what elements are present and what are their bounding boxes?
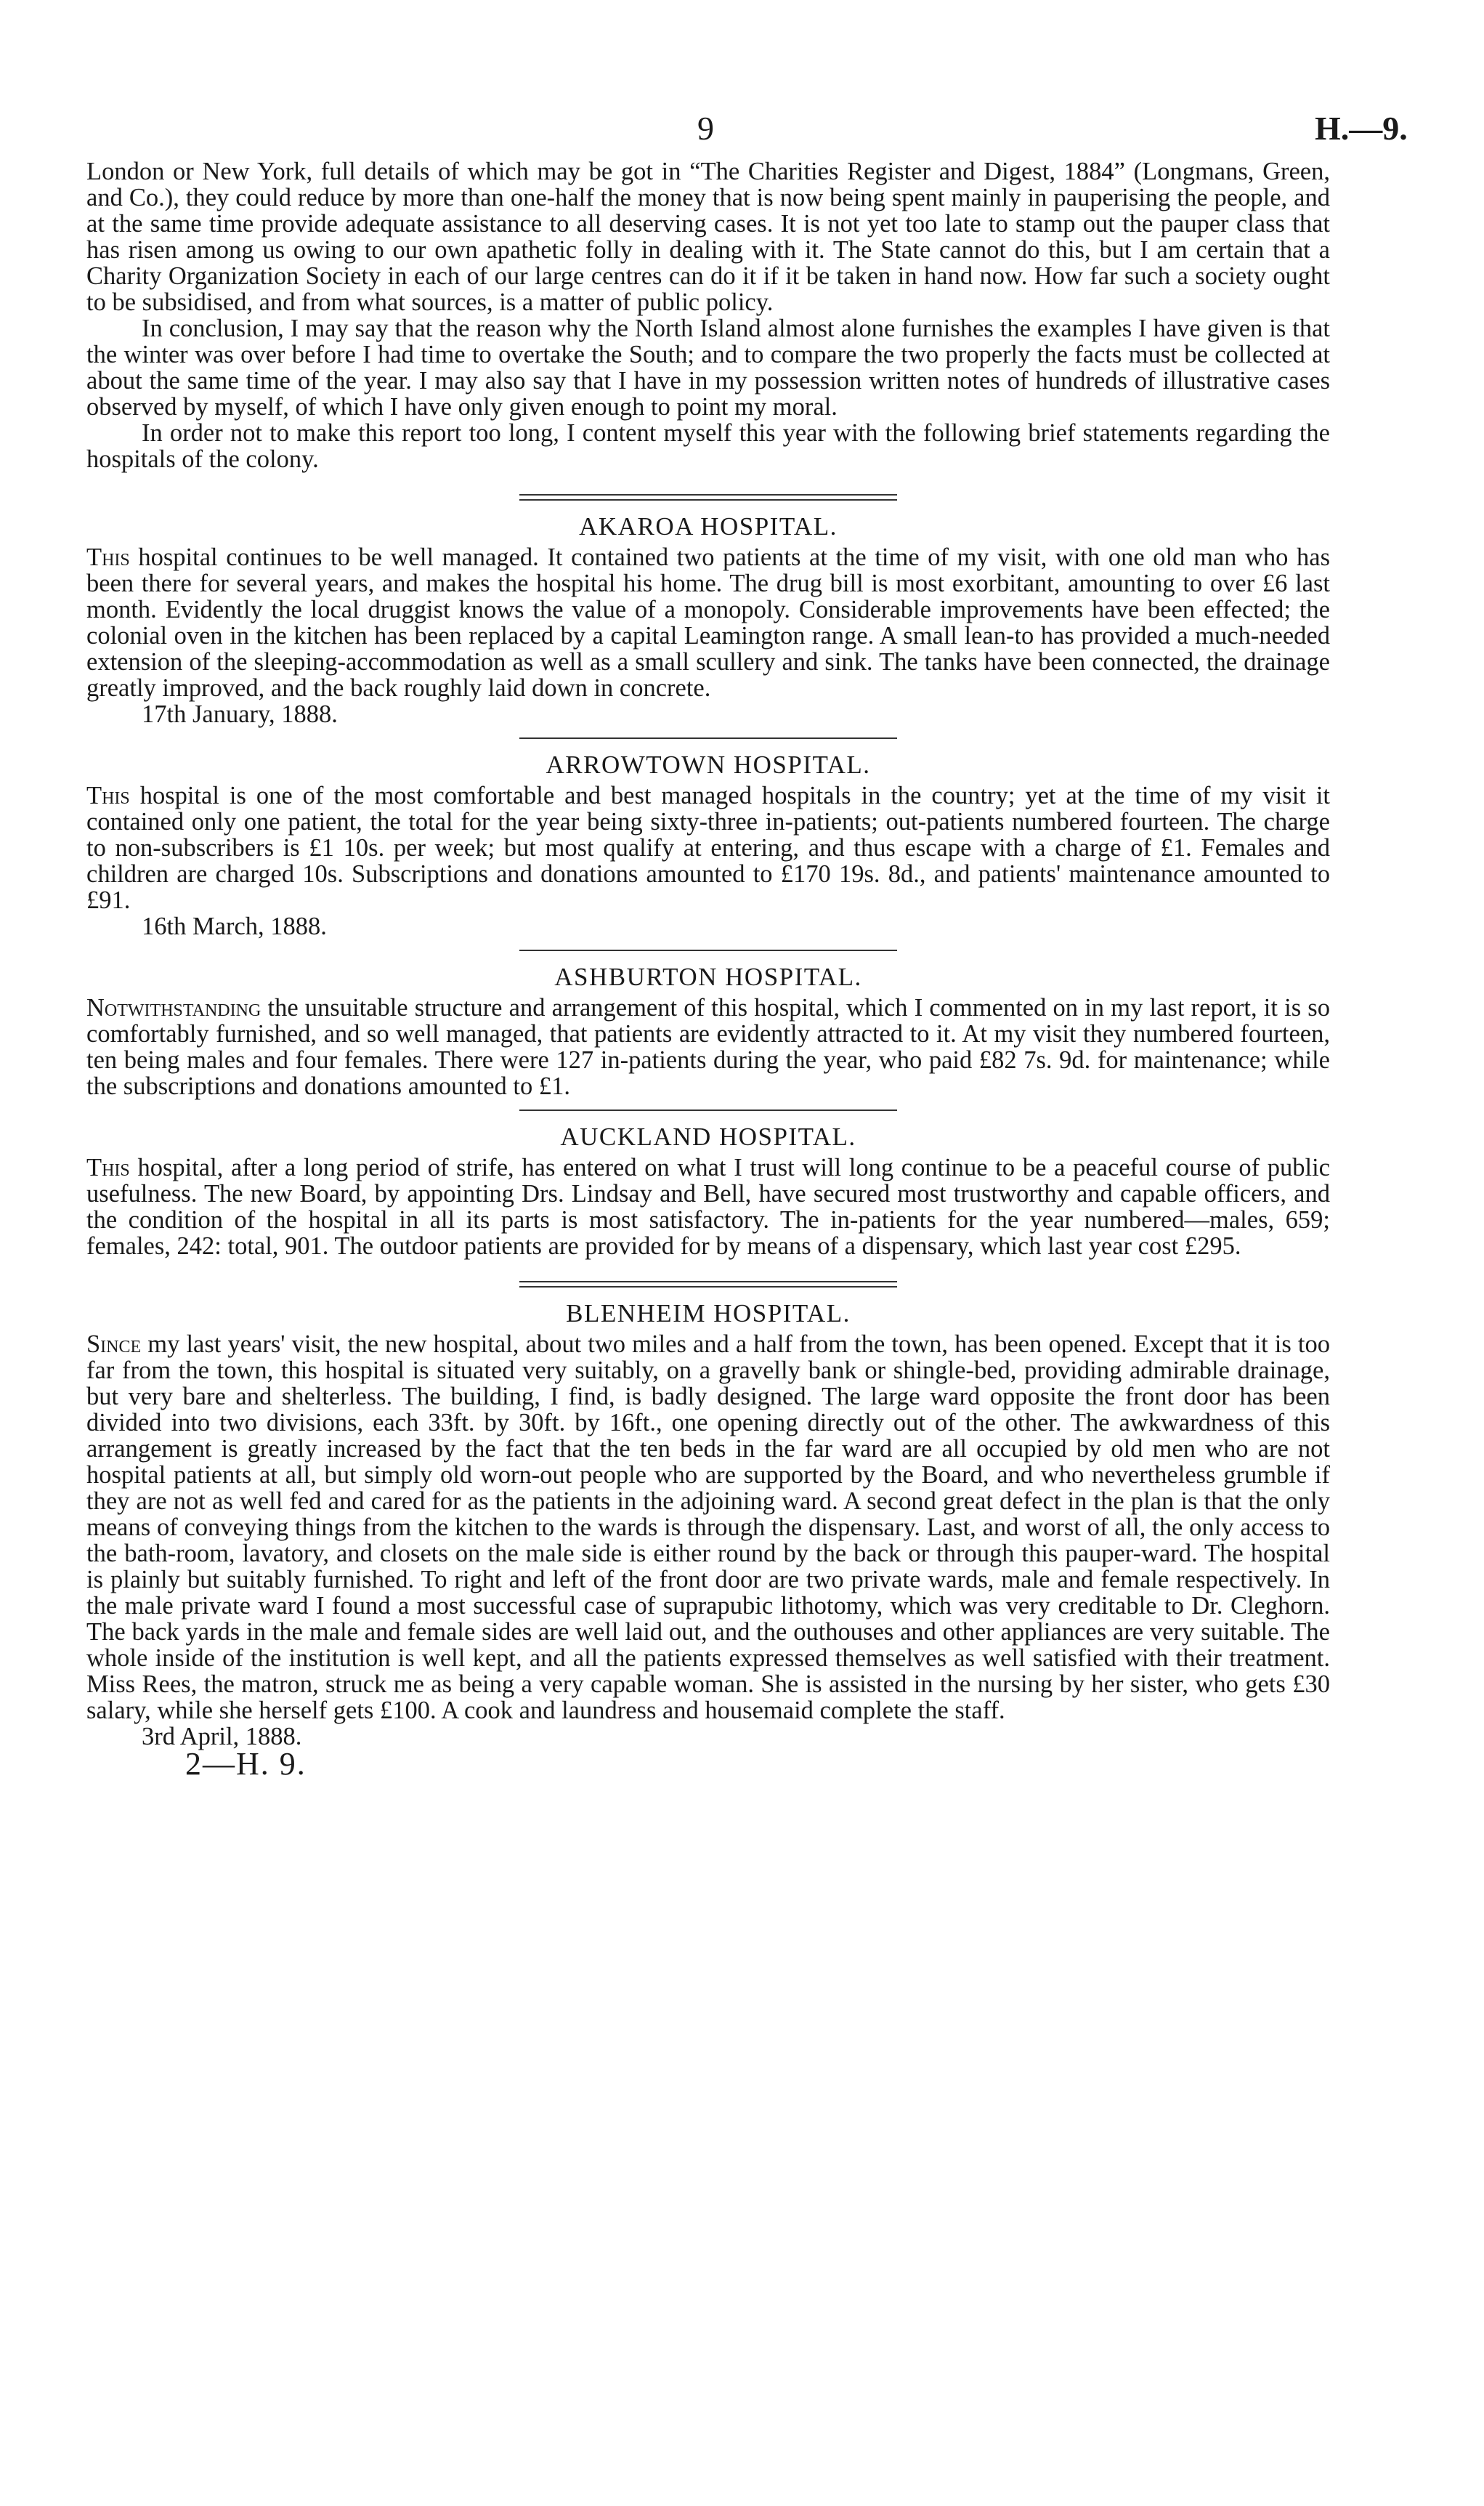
section-divider bbox=[519, 737, 897, 739]
section-arrowtown-hospital bbox=[86, 752, 1330, 939]
section-divider bbox=[519, 1281, 897, 1288]
section-ashburton-hospital bbox=[86, 964, 1330, 1099]
section-body: hospital is one of the most comfortable and best managed hospitals in the country; yet at the time of my visit it contained only one patient, the total for the year being sixty-three in-patients; out-patients numbered fourteen. The charge to non-subscribers is £1 10s. per week; but most qualify at entering, and thus escape with a charge of £1. Females and children are charged 10s. Subscriptions and donations amounted to £170 19s. 8d., and patients' maintenance amounted to £91. bbox=[86, 782, 1330, 914]
intro-paragraph-3: In order not to make this report too long, I content myself this year with the following brief statements regarding the hospitals of the colony. bbox=[86, 419, 1330, 473]
section-paragraph bbox=[86, 1155, 1330, 1259]
section-akaroa-hospital bbox=[86, 514, 1330, 727]
lead-word: This bbox=[86, 782, 130, 809]
section-body: my last years' visit, the new hospital, about two miles and a half from the town, has been opened. Except that it is too far from the town, this hospital is situated very suitably, on a gravelly bank or shingle-bed, providing admirable drainage, but very bare and shelterless. The building, I find, is badly designed. The large ward opposite the front door has been divided into two divisions, each 33ft. by 30ft. by 16ft., one opening directly out of the other. The awkwardness of this arrangement is greatly increased by the fact that the ten beds in the far ward are all occupied by old men who are not hospital patients at all, but simply old worn-out people who are supported by the Board, and who nevertheless grumble if they are not as well fed and cared for as the patients in the adjoining ward. A second great defect in the plan is that the only means of conveying things from the kitchen to the wards is through the dispensary. Last, and worst of all, the only access to the bath-room, lavatory, and closets on the male side is either round by the back or through this pauper-ward. The hospital is plainly but suitably furnished. To right and left of the front door are two private wards, male and female respectively. In the male private ward I found a most successful case of suprapubic lithotomy, which was very creditable to Dr. Cleghorn. The back yards in the male and female sides are well laid out, and the outhouses and other appliances are very suitable. The whole inside of the institution is well kept, and all the patients expressed themselves as well satisfied with their treatment. Miss Rees, the matron, struck me as being a very capable woman. She is assisted in the nursing by her sister, who gets £30 salary, while she herself gets £100. A cook and laundress and housemaid complete the staff. bbox=[86, 1330, 1330, 1724]
section-title: AUCKLAND HOSPITAL. bbox=[560, 1123, 856, 1151]
section-body: hospital, after a long period of strife, has entered on what I trust will long continue to be a peaceful course of public usefulness. The new Board, by appointing Drs. Lindsay and Bell, have secured most trustworthy and capable officers, and the condition of the hospital in all its parts is most satisfactory. The in-patients for the year numbered—males, 659; females, 242: total, 901. The outdoor patients are provided for by means of a dispensary, which last year cost £295. bbox=[86, 1154, 1330, 1260]
report-date: 17th January, 1888. bbox=[142, 700, 338, 728]
section-blenheim-hospital bbox=[86, 1301, 1330, 1750]
section-body: hospital continues to be well managed. It contained two patients at the time of my visit, with one old man who has been there for several years, and makes the hospital his home. The drug bill is most exorbitant, amounting to over £6 last month. Evidently the local druggist knows the value of a monopoly. Considerable improvements have been effected; the colonial oven in the kitchen has been replaced by a capital Leamington range. A small lean-to has provided a much-needed extension of the sleeping-accommodation as well as a small scullery and sink. The tanks have been connected, the drainage greatly improved, and the back roughly laid down in concrete. bbox=[86, 543, 1330, 702]
section-divider bbox=[519, 950, 897, 951]
section-body: the unsuitable structure and arrangement of this hospital, which I commented on in my last report, it is so comfortably furnished, and so well managed, that patients are evidently attracted to it. At my visit they numbered fourteen, ten being males and four females. There were 127 in-patients during the year, who paid £82 7s. 9d. for maintenance; while the subscriptions and donations amounted to £1. bbox=[86, 994, 1330, 1100]
section-paragraph bbox=[86, 544, 1330, 701]
intro-paragraph-1: London or New York, full details of which may be got in “The Charities Register and Digest, 1884” (Longmans, Green, and Co.), they could reduce by more than one-half the money that is now being spent mainly in pauperising the people, and at the same time provide adequate assistance to all deserving cases. It is not yet too late to stamp out the pauper class that has risen among us owing to our own apathetic folly in dealing with it. The State cannot do this, but I am certain that a Charity Organization Society in each of our large centres can do it if it be taken in hand now. How far such a society ought to be subsidised, and from what sources, is a matter of public policy. bbox=[86, 158, 1330, 316]
section-paragraph bbox=[86, 995, 1330, 1099]
lead-word: Since bbox=[86, 1330, 142, 1358]
page-signature-mark: 2—H. 9. bbox=[185, 1746, 307, 1782]
page-header bbox=[0, 109, 1484, 153]
section-title: AKAROA HOSPITAL. bbox=[579, 512, 838, 541]
report-date: 3rd April, 1888. bbox=[142, 1723, 302, 1750]
section-auckland-hospital bbox=[86, 1124, 1330, 1259]
section-divider bbox=[519, 494, 897, 501]
section-divider bbox=[519, 1109, 897, 1111]
section-paragraph bbox=[86, 783, 1330, 913]
section-paragraph bbox=[86, 1331, 1330, 1723]
intro-paragraph-2: In conclusion, I may say that the reason why the North Island almost alone furnishes the examples I have given is that the winter was over before I had time to overtake the South; and to compare the two properly the facts must be collected at about the same time of the year. I may also say that I have in my possession written notes of hundreds of illustrative cases observed by myself, of which I have only given enough to point my moral. bbox=[86, 315, 1330, 421]
section-title: ASHBURTON HOSPITAL. bbox=[554, 963, 862, 991]
section-title: BLENHEIM HOSPITAL. bbox=[566, 1299, 851, 1327]
section-title: ARROWTOWN HOSPITAL. bbox=[546, 751, 871, 779]
page-number: 9 bbox=[697, 110, 714, 147]
report-date: 16th March, 1888. bbox=[142, 913, 327, 940]
document-series-code: H.—9. bbox=[1315, 110, 1408, 147]
page-body bbox=[86, 158, 1330, 1782]
lead-word: This bbox=[86, 1154, 130, 1181]
lead-word: Notwithstanding bbox=[86, 994, 261, 1022]
lead-word: This bbox=[86, 543, 130, 571]
